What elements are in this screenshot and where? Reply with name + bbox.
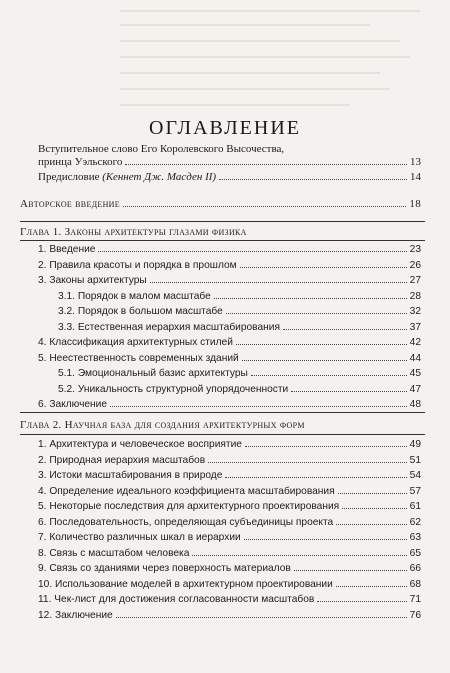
toc-entry-foreword[interactable] bbox=[38, 156, 421, 168]
leader-dots bbox=[226, 313, 407, 314]
toc-label: 1. Архитектура и человеческое восприятие bbox=[38, 439, 242, 450]
toc-page: 47 bbox=[409, 383, 421, 395]
toc-page: 48 bbox=[409, 399, 421, 410]
toc-page: 51 bbox=[409, 454, 421, 466]
toc-entry[interactable] bbox=[38, 455, 421, 466]
toc-label: 4. Определение идеального коэффициента масштабирования bbox=[38, 485, 335, 497]
toc-page: 57 bbox=[409, 485, 421, 497]
toc-page: 63 bbox=[409, 532, 421, 543]
toc-label: 5. Неестественность современных зданий bbox=[38, 352, 239, 364]
toc-entry[interactable] bbox=[38, 548, 421, 559]
toc-entry[interactable] bbox=[38, 610, 421, 621]
toc-page: 18 bbox=[409, 198, 421, 210]
leader-dots bbox=[123, 206, 406, 207]
toc-label: 1. Введение bbox=[38, 244, 96, 255]
toc-label: 7. Количество различных шкал в иерархии bbox=[38, 532, 241, 543]
toc-page: 13 bbox=[410, 156, 421, 168]
toc-entry[interactable] bbox=[38, 501, 421, 512]
leader-dots bbox=[219, 179, 407, 180]
toc-label: 3. Законы архитектуры bbox=[38, 275, 147, 286]
toc-entry[interactable] bbox=[38, 244, 421, 255]
toc-page: 61 bbox=[409, 501, 421, 512]
toc-entry[interactable] bbox=[38, 486, 421, 497]
toc-label: 6. Заключение bbox=[38, 399, 108, 410]
toc-label: 6. Последовательность, определяющая субъединицы проекта bbox=[38, 516, 334, 528]
leader-dots bbox=[317, 601, 406, 602]
leader-dots bbox=[336, 524, 406, 525]
toc-label: 8. Связь с масштабом человека bbox=[38, 547, 190, 559]
toc-page: 45 bbox=[409, 368, 421, 379]
divider bbox=[20, 434, 425, 435]
leader-dots bbox=[245, 446, 407, 447]
toc-entry[interactable] bbox=[58, 384, 421, 395]
page-title: ОГЛАВЛЕНИЕ bbox=[149, 117, 301, 139]
toc-page: 14 bbox=[410, 171, 421, 183]
toc-page: 27 bbox=[409, 275, 421, 286]
toc-label: 5. Некоторые последствия для архитектурного проектирования bbox=[38, 501, 340, 512]
leader-dots bbox=[338, 493, 407, 494]
leader-dots bbox=[225, 477, 406, 478]
leader-dots bbox=[336, 586, 407, 587]
toc-entry[interactable] bbox=[38, 399, 421, 410]
preface-label: Предисловие bbox=[38, 171, 103, 183]
chapter-heading bbox=[20, 419, 305, 431]
toc-entry[interactable] bbox=[38, 470, 421, 481]
toc-page: 68 bbox=[409, 578, 421, 590]
toc-entry[interactable] bbox=[58, 291, 421, 302]
toc-page: 44 bbox=[409, 352, 421, 364]
toc-label: 10. Использование моделей в архитектурном проектировании bbox=[38, 578, 333, 590]
chapter-heading bbox=[20, 226, 247, 238]
toc-page: 62 bbox=[409, 516, 421, 528]
leader-dots bbox=[208, 462, 407, 463]
toc-page: 71 bbox=[409, 594, 421, 605]
toc-entry[interactable] bbox=[38, 353, 421, 364]
toc-page: 54 bbox=[409, 470, 421, 481]
toc-label: 3. Истоки масштабирования в природе bbox=[38, 470, 223, 481]
leader-dots bbox=[214, 298, 407, 299]
toc-entry[interactable] bbox=[58, 306, 421, 317]
leader-dots bbox=[110, 406, 407, 407]
toc-page: 65 bbox=[409, 547, 421, 559]
toc-label: 9. Связь со зданиями через поверхность материалов bbox=[38, 563, 291, 574]
toc-page: 37 bbox=[409, 321, 421, 333]
toc-entry[interactable] bbox=[38, 532, 421, 543]
chapter-number: Глава 1. bbox=[20, 226, 65, 238]
toc-label: 3.2. Порядок в большом масштабе bbox=[58, 306, 223, 317]
toc-label: 12. Заключение bbox=[38, 609, 113, 621]
leader-dots bbox=[192, 555, 406, 556]
bleed-through-text bbox=[0, 0, 450, 120]
leader-dots bbox=[236, 344, 407, 345]
foreword-line1: Вступительное слово Его Королевского Высочества, bbox=[38, 143, 285, 155]
toc-page: 32 bbox=[409, 306, 421, 317]
divider bbox=[20, 240, 425, 241]
toc-entry[interactable] bbox=[58, 322, 421, 333]
toc-entry[interactable] bbox=[38, 439, 421, 450]
leader-dots bbox=[291, 391, 406, 392]
toc-page: 42 bbox=[409, 337, 421, 348]
toc-label bbox=[38, 171, 216, 183]
toc-label: Авторское введение bbox=[20, 198, 120, 210]
toc-entry[interactable] bbox=[38, 517, 421, 528]
toc-entry[interactable] bbox=[38, 579, 421, 590]
toc-label: 3.1. Порядок в малом масштабе bbox=[58, 290, 211, 302]
leader-dots bbox=[98, 251, 406, 252]
leader-dots bbox=[294, 570, 407, 571]
chapter-title: Научная база для создания архитектурных форм bbox=[64, 419, 305, 431]
toc-entry-preface[interactable] bbox=[38, 171, 421, 183]
toc-label: 4. Классификация архитектурных стилей bbox=[38, 337, 233, 348]
leader-dots bbox=[240, 267, 407, 268]
toc-label: 5.1. Эмоциональный базис архитектуры bbox=[58, 368, 248, 379]
toc-entry[interactable] bbox=[38, 260, 421, 271]
toc-page: 49 bbox=[409, 439, 421, 450]
toc-entry[interactable] bbox=[38, 275, 421, 286]
leader-dots bbox=[283, 329, 407, 330]
leader-dots bbox=[125, 164, 407, 165]
divider bbox=[20, 412, 425, 413]
leader-dots bbox=[342, 508, 406, 509]
toc-label: принца Уэльского bbox=[38, 156, 123, 168]
toc-label: 2. Правила красоты и порядка в прошлом bbox=[38, 259, 237, 271]
leader-dots bbox=[150, 282, 407, 283]
toc-page: 26 bbox=[409, 259, 421, 271]
leader-dots bbox=[251, 375, 407, 376]
leader-dots bbox=[244, 539, 407, 540]
toc-label: 2. Природная иерархия масштабов bbox=[38, 454, 206, 466]
leader-dots bbox=[116, 617, 407, 618]
toc-entry[interactable] bbox=[38, 337, 421, 348]
toc-label: 5.2. Уникальность структурной упорядоченности bbox=[58, 383, 289, 395]
chapter-number: Глава 2. bbox=[20, 419, 65, 431]
toc-page: 76 bbox=[409, 609, 421, 621]
leader-dots bbox=[242, 360, 407, 361]
toc-entry[interactable] bbox=[58, 368, 421, 379]
toc-page: 23 bbox=[409, 244, 421, 255]
toc-entry[interactable] bbox=[38, 594, 421, 605]
toc-label: 11. Чек-лист для достижения согласованности масштабов bbox=[38, 594, 315, 605]
toc-page: 66 bbox=[409, 563, 421, 574]
toc-label: 3.3. Естественная иерархия масштабирования bbox=[58, 321, 280, 333]
toc-entry[interactable] bbox=[38, 563, 421, 574]
preface-author: (Кеннет Дж. Масден II) bbox=[102, 171, 217, 183]
chapter-title: Законы архитектуры глазами физика bbox=[64, 226, 247, 238]
divider bbox=[20, 221, 425, 222]
toc-entry-author-intro[interactable] bbox=[20, 198, 421, 210]
toc-page: 28 bbox=[409, 290, 421, 302]
